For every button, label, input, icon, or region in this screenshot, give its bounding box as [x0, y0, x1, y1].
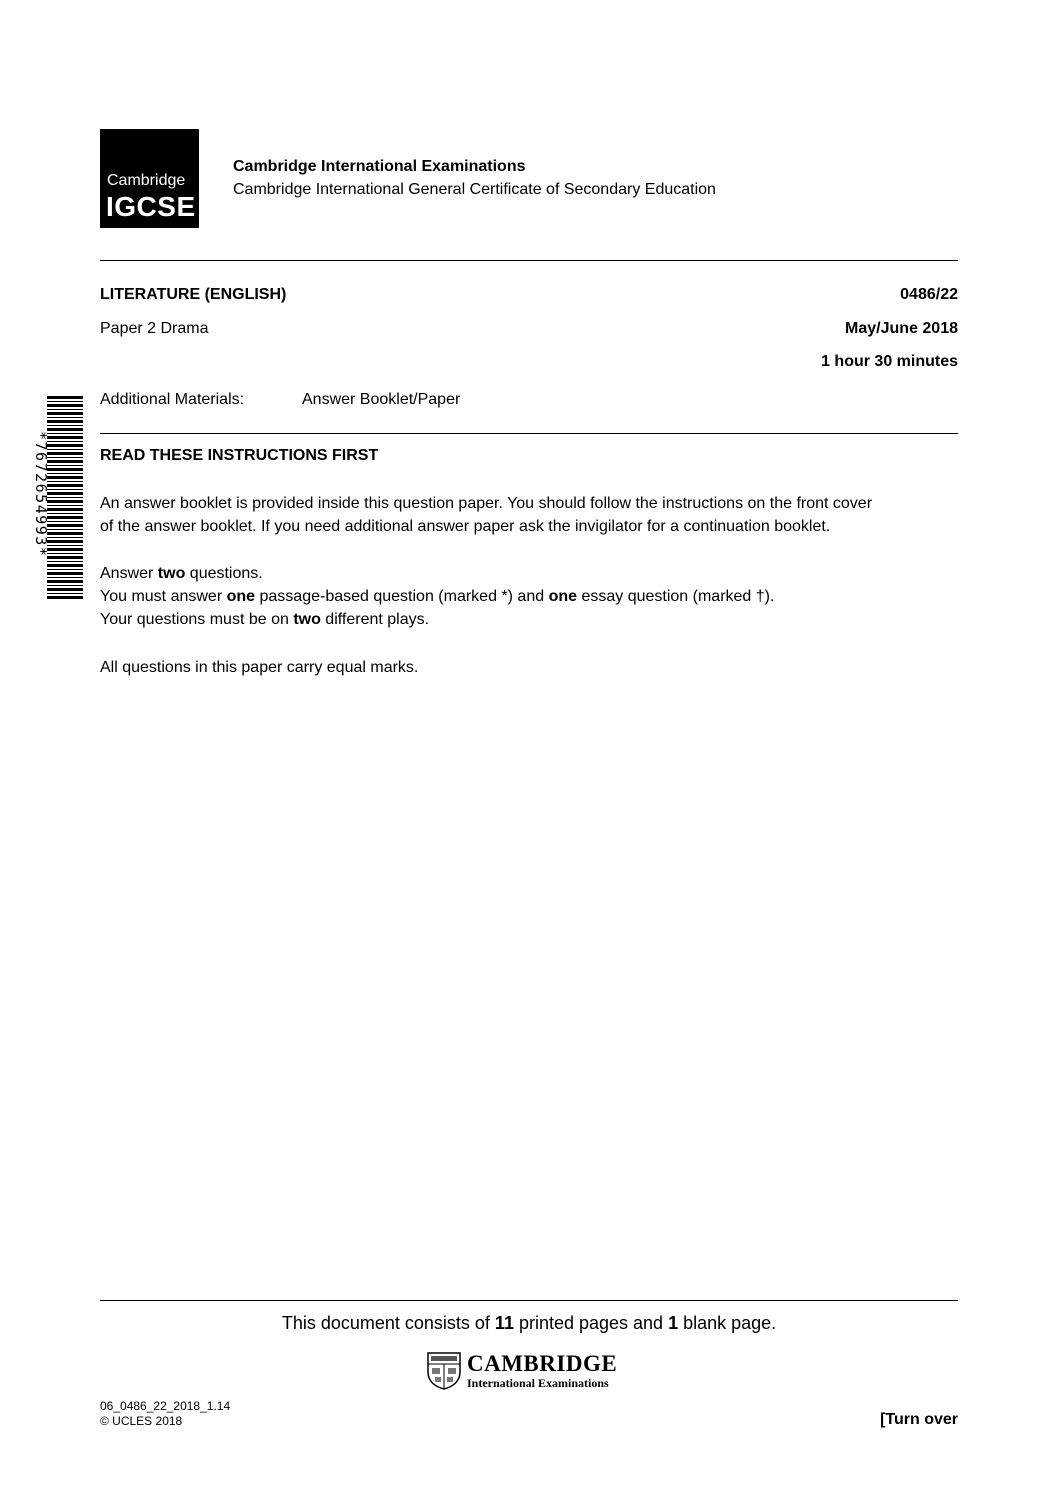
exam-board-name: Cambridge International Examinations: [233, 158, 526, 175]
barcode: [47, 396, 83, 599]
logo-line-1: Cambridge: [107, 172, 186, 189]
paper-code: 0486/22: [900, 286, 958, 303]
cambridge-igcse-logo: [100, 129, 199, 228]
text-run: essay question (marked †).: [577, 588, 775, 605]
text-run: different plays.: [320, 611, 430, 628]
emphasis: two: [157, 565, 186, 582]
doc-reference: 06_0486_22_2018_1.14: [100, 1399, 231, 1413]
text-run: This document consists of: [281, 1313, 495, 1333]
cambridge-subtitle: International Examinations: [467, 1376, 609, 1390]
text-run: Answer: [100, 565, 158, 582]
text-run: passage-based question (marked *) and: [255, 588, 549, 605]
materials-value: Answer Booklet/Paper: [302, 391, 461, 408]
instructions-divider: [100, 433, 958, 434]
subject-title: LITERATURE (ENGLISH): [100, 286, 287, 303]
logo-line-2: IGCSE: [106, 191, 196, 222]
copyright: © UCLES 2018: [100, 1414, 183, 1428]
para1-line-1: An answer booklet is provided inside this question paper. You should follow the instructions on the front cover: [100, 495, 873, 512]
text-run: You must answer: [100, 588, 227, 605]
emphasis: two: [293, 611, 321, 628]
emphasis: 1: [668, 1313, 679, 1333]
cambridge-wordmark: CAMBRIDGE: [467, 1351, 618, 1376]
materials-label: Additional Materials:: [100, 391, 245, 408]
text-run: printed pages and: [513, 1313, 669, 1333]
instructions-paragraph-3: All questions in this paper carry equal marks.: [100, 659, 419, 676]
emphasis: 11: [494, 1313, 514, 1333]
para1-line-2: of the answer booklet. If you need additional answer paper ask the invigilator for a continuation booklet.: [100, 518, 831, 535]
text-run: blank page.: [678, 1313, 777, 1333]
emphasis: one: [226, 588, 256, 605]
cambridge-logo: [427, 1352, 637, 1392]
page-count-statement: [0, 1313, 1058, 1334]
text-run: questions.: [185, 565, 263, 582]
turn-over-note: [Turn over: [880, 1411, 958, 1428]
text-run: Your questions must be on: [100, 611, 294, 628]
barcode-text: *7672654993*: [32, 431, 50, 558]
instructions-paragraph-1: [100, 492, 970, 538]
document-code: [100, 1399, 230, 1429]
barcode-number: [21, 431, 50, 582]
qualification-name: Cambridge International General Certificate of Secondary Education: [233, 181, 716, 198]
footer-divider: [100, 1300, 958, 1301]
exam-session: May/June 2018: [845, 320, 958, 337]
instructions-paragraph-2: [100, 562, 970, 631]
exam-duration: 1 hour 30 minutes: [821, 353, 958, 370]
paper-name: Paper 2 Drama: [100, 320, 209, 337]
crest-icon: [427, 1352, 461, 1390]
header-divider: [100, 260, 958, 261]
instructions-heading: READ THESE INSTRUCTIONS FIRST: [100, 447, 379, 464]
emphasis: one: [548, 588, 578, 605]
